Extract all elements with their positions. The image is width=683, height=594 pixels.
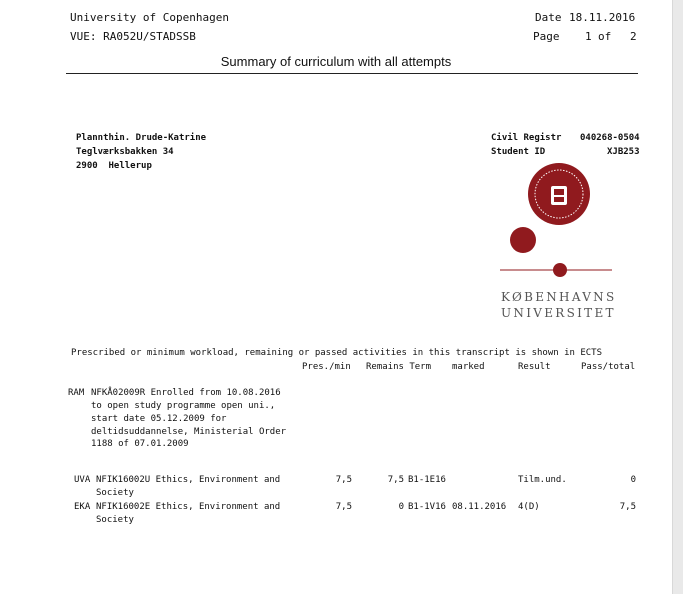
enrollment-line: NFKÅ02009R Enrolled from 10.08.2016 [91, 388, 281, 398]
col-pass-total: Pass/total [581, 362, 636, 372]
seal-shield [551, 186, 567, 205]
col-result: Result [518, 362, 551, 372]
date-value: 18.11.2016 [569, 11, 636, 24]
institution-name: University of Copenhagen [70, 11, 229, 24]
row-course: NFIK16002E Ethics, Environment and [96, 502, 281, 512]
logo-wordmark-line1: KØBENHAVNS [501, 290, 617, 304]
row-term: B1-1V16 [408, 502, 446, 512]
row-course-cont: Society [96, 488, 134, 498]
enrollment-line: start date 05.12.2009 for [91, 414, 227, 424]
logo-dot-large [510, 227, 536, 253]
row-course: NFIK16002U Ethics, Environment and [96, 475, 281, 485]
page-label: Page [533, 30, 560, 43]
row-remains: 7,5 [387, 475, 404, 485]
university-seal-logo [495, 160, 625, 280]
col-pres-min: Pres./min [302, 362, 351, 372]
row-pass: 7,5 [619, 502, 636, 512]
document-title: Summary of curriculum with all attempts [220, 54, 452, 69]
enrollment-code: RAM [68, 388, 85, 398]
row-remains: 0 [398, 502, 404, 512]
row-result: 4(D) [518, 502, 540, 512]
row-marked: 08.11.2016 [452, 502, 507, 512]
row-pres: 7,5 [335, 502, 352, 512]
student-name: Plannthin. Drude-Katrine [76, 133, 207, 143]
row-type: UVA [74, 475, 91, 485]
row-result: Tilm.und. [518, 475, 567, 485]
student-id-label: Student ID [491, 147, 546, 157]
civil-reg-value: 040268-0504 [580, 133, 640, 143]
col-marked: marked [452, 362, 485, 372]
logo-dot-small [553, 263, 567, 277]
row-course-cont: Society [96, 515, 134, 525]
row-term: B1-1E16 [408, 475, 446, 485]
col-remains-term: Remains Term [366, 362, 432, 372]
row-type: EKA [74, 502, 91, 512]
logo-wordmark-line2: UNIVERSITET [501, 306, 616, 320]
row-pres: 7,5 [335, 475, 352, 485]
page-edge [672, 0, 683, 594]
enrollment-line: 1188 of 07.01.2009 [91, 439, 189, 449]
enrollment-line: to open study programme open uni., [91, 401, 276, 411]
seal-shield-mark-2 [554, 197, 564, 202]
seal-shield-mark [554, 189, 564, 195]
report-id: VUE: RA052U/STADSSB [70, 30, 196, 43]
header-divider [66, 73, 638, 74]
page-current: 1 [585, 30, 592, 43]
student-id-value: XJB253 [607, 147, 640, 157]
date-label: Date [535, 11, 562, 24]
row-pass: 0 [630, 475, 636, 485]
workload-note: Prescribed or minimum workload, remaining or passed activities in this transcript is shown in ECTS [71, 348, 603, 358]
page-of: of [598, 30, 612, 43]
enrollment-line: deltidsuddannelse, Ministerial Order [91, 427, 287, 437]
student-street: Teglværksbakken 34 [76, 147, 174, 157]
student-city: 2900 Hellerup [76, 161, 152, 171]
civil-reg-label: Civil Registr [491, 133, 562, 143]
page-total: 2 [630, 30, 637, 43]
